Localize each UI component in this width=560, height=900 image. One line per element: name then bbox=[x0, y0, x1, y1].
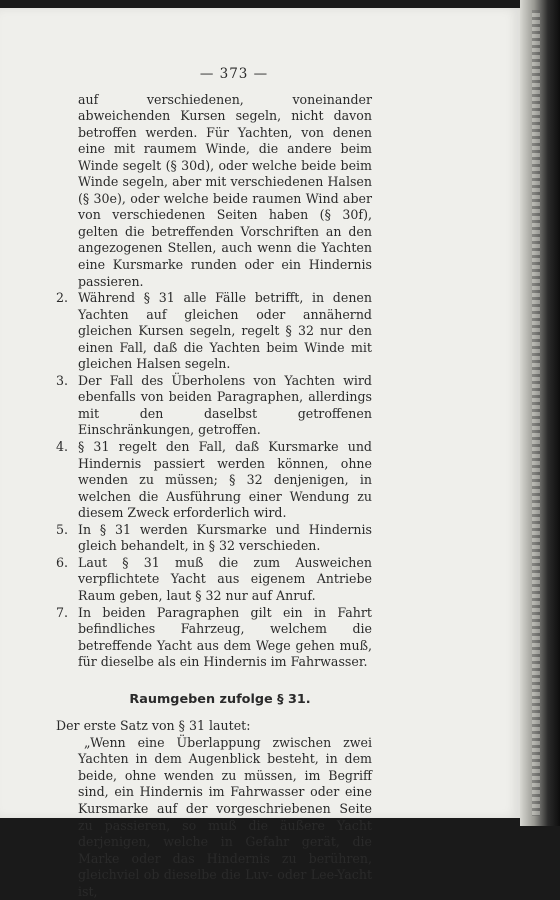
list-item bbox=[56, 605, 372, 671]
list-item-text: Laut § 31 muß die zum Ausweichen verpflichtete Yacht aus eigenem Antriebe Raum geben, laut § 32 nur auf Anruf. bbox=[78, 554, 372, 603]
page-number: — 373 — bbox=[199, 66, 269, 82]
list-item bbox=[56, 439, 372, 522]
list-item bbox=[56, 290, 372, 373]
list-item-number: 6. bbox=[56, 554, 69, 570]
list-item-number: 2. bbox=[56, 290, 69, 306]
lead-sentence: Der erste Satz von § 31 lautet: bbox=[56, 718, 251, 734]
list-item-number: 3. bbox=[56, 372, 69, 388]
numbered-list bbox=[56, 290, 372, 671]
list-item-text: In beiden Paragraphen gilt ein in Fahrt befindliches Fahrzeug, welchem die betreffende Yacht aus dem Wege gehen muß, für dieselbe als ein Hindernis im Fahrwasser. bbox=[78, 604, 372, 670]
list-item-number: 7. bbox=[56, 604, 69, 620]
list-item-text: Der Fall des Überholens von Yachten wird ebenfalls von beiden Paragraphen, allerdings mit den daselbst getroffenen Einschränkungen, getroffen. bbox=[78, 372, 372, 438]
book-binding bbox=[520, 0, 560, 826]
section-heading: Raumgeben zufolge § 31. bbox=[129, 691, 311, 707]
list-item bbox=[56, 373, 372, 439]
list-item-text: § 31 regelt den Fall, daß Kursmarke und Hindernis passiert werden können, ohne wenden zu müssen; § 32 denjenigen, in welchen die Ausführung einer Wendung zu diesem Zweck erforderlich wird. bbox=[78, 439, 372, 521]
list-item-number: 4. bbox=[56, 439, 69, 455]
list-item bbox=[56, 522, 372, 555]
list-item-number: 5. bbox=[56, 521, 69, 537]
page-text-block bbox=[56, 66, 372, 900]
list-item-text: Während § 31 alle Fälle betrifft, in denen Yachten auf gleichen oder annähernd gleichen Kursen segeln, regelt § 32 nur den einen Fall, daß die Yachten beim Winde mit gleichen Halsen segeln. bbox=[78, 290, 372, 372]
intro-paragraph: auf verschiedenen, voneinander abweichenden Kursen segeln, nicht davon betroffen werden. Für Yachten, von denen eine mit raumem Winde, die andere beim Winde segelt (§ 30d), oder welche beide beim Winde segeln, aber mit verschiedenen Halsen (§ 30e), oder welche beide raumen Wind aber von verschiedenen Seiten haben (§ 30f), gelten die betreffenden Vorschriften an den angezogenen Stellen, auch wenn die Yachten eine Kursmarke runden oder ein Hindernis passieren. bbox=[78, 91, 372, 289]
list-item bbox=[56, 555, 372, 605]
list-item-text: In § 31 werden Kursmarke und Hindernis gleich behandelt, in § 32 verschieden. bbox=[78, 521, 372, 554]
binding-stitching bbox=[532, 10, 540, 816]
quoted-rule: „Wenn eine Überlappung zwischen zwei Yachten in dem Augenblick besteht, in dem beide, ohne wenden zu müssen, im Begriff sind, ein Hindernis im Fahrwasser oder eine Kursmarke auf der vorgeschriebenen Seite zu passieren, so muß die äußere Yacht derjenigen, welche in Gefahr gerät, die Marke oder das Hindernis zu berühren, gleichviel ob dieselbe die Luv- oder Lee-Yacht ist, bbox=[78, 734, 372, 899]
